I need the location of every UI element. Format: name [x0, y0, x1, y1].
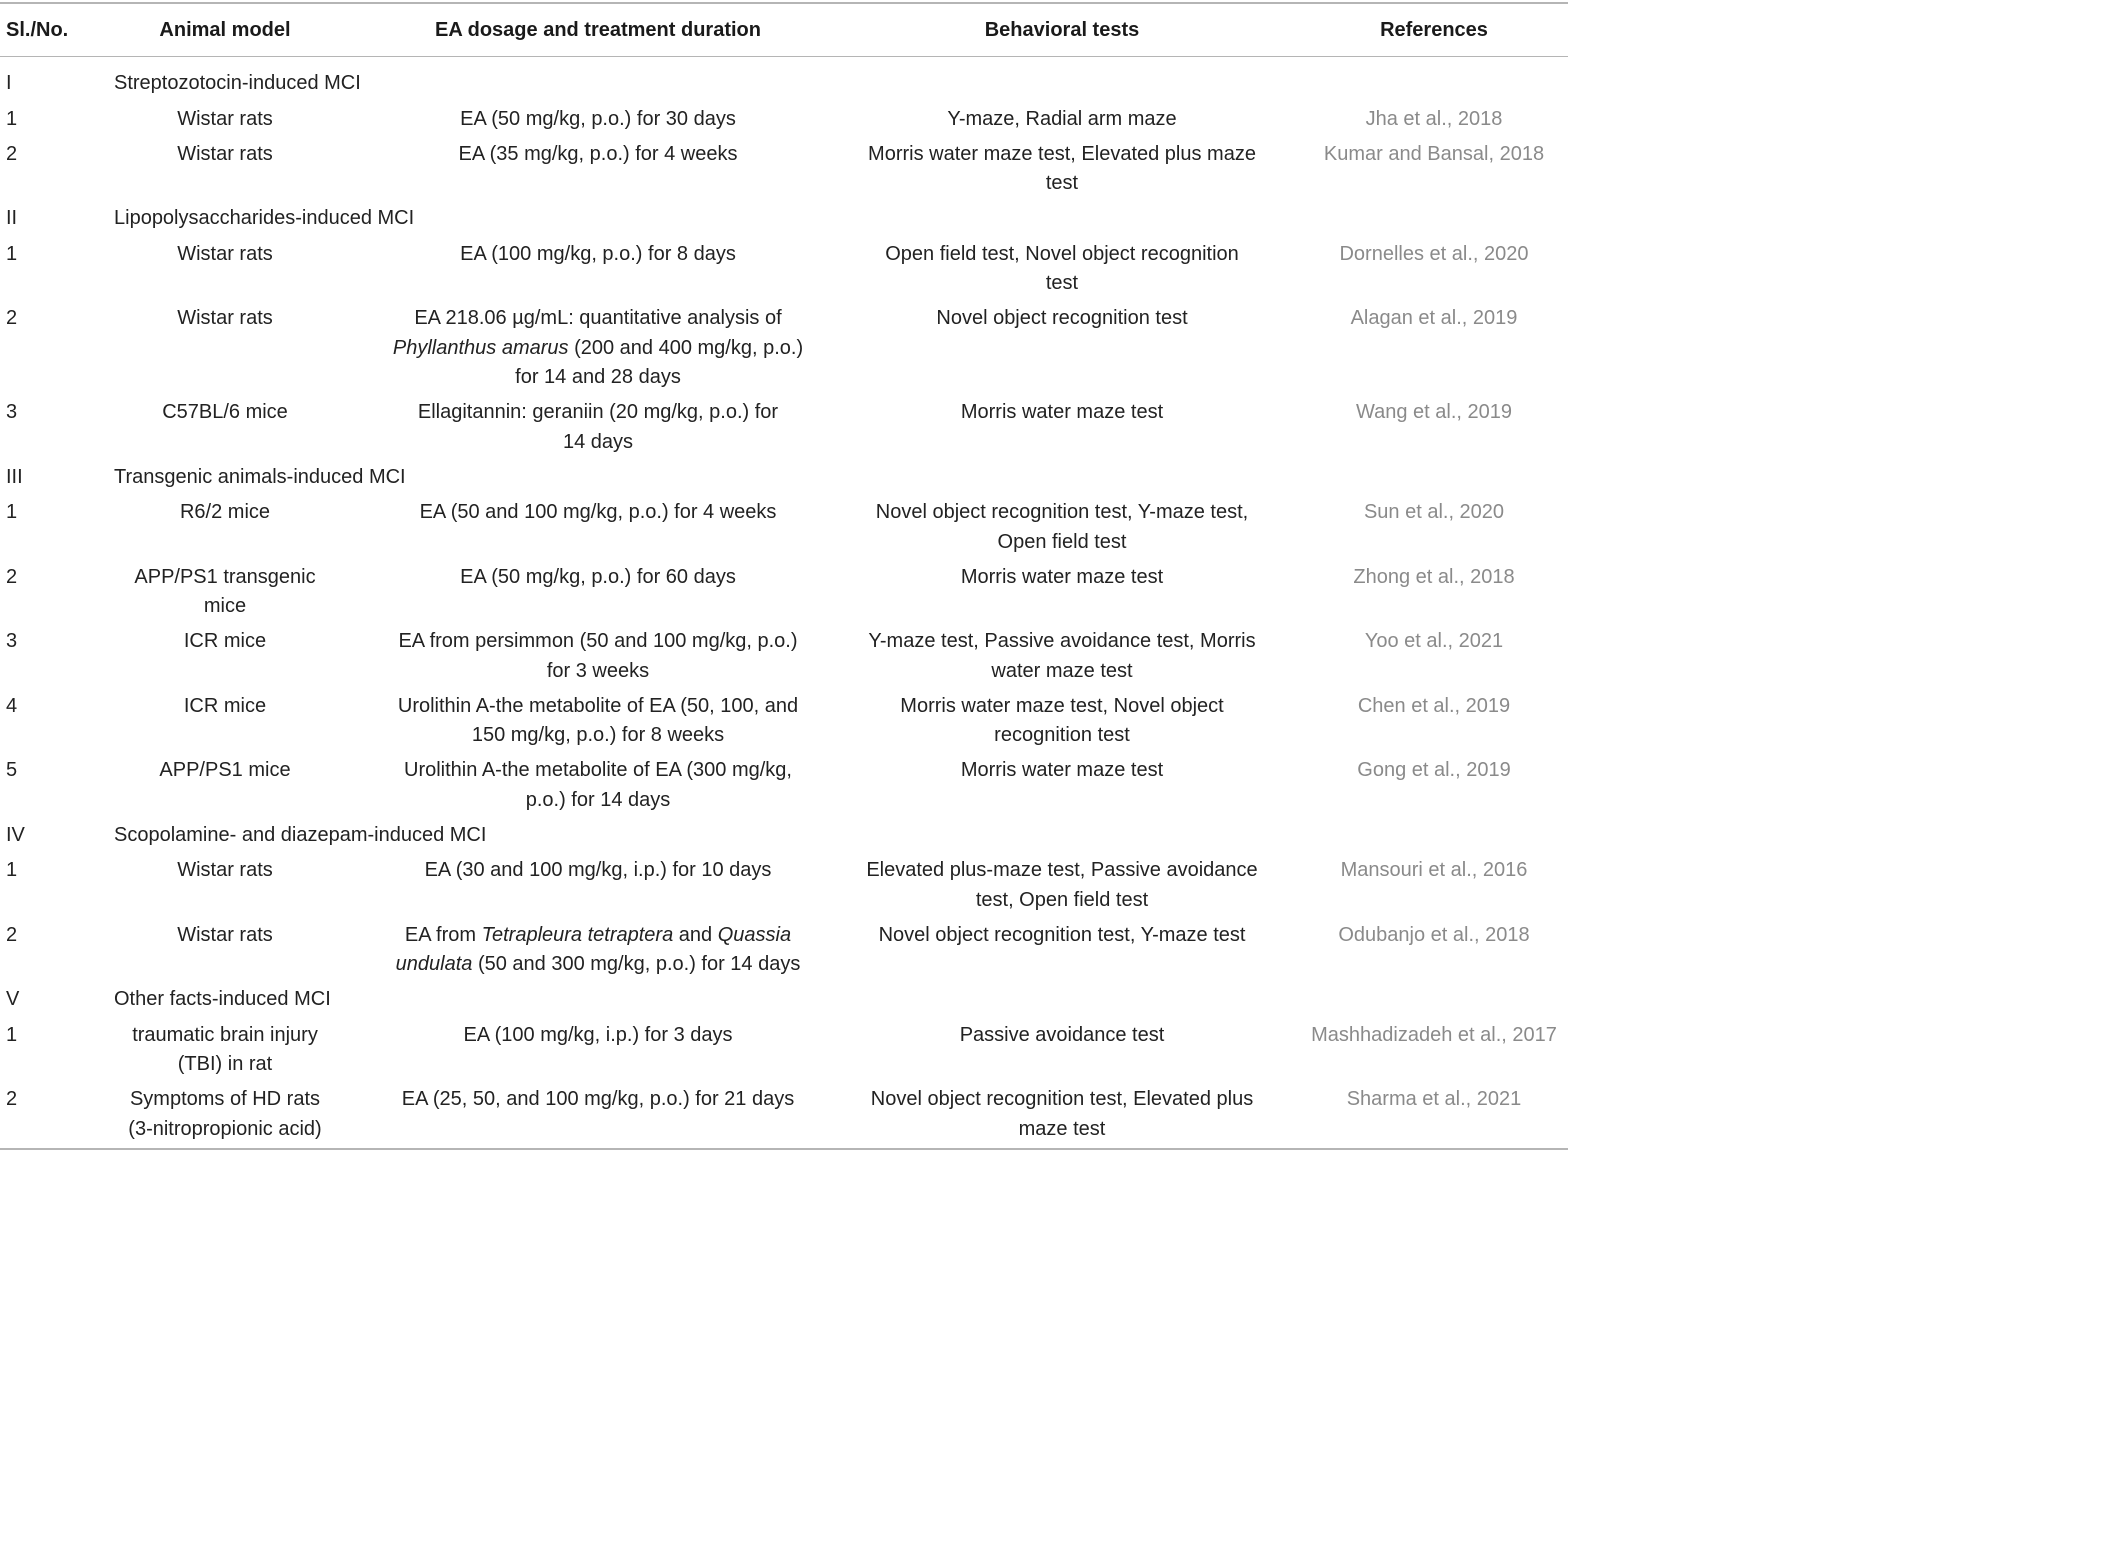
- behavioral-tests-cell-line: Novel object recognition test: [936, 307, 1188, 329]
- dosage-cell-line: EA (50 mg/kg, p.o.) for 30 days: [460, 107, 736, 130]
- header-rule: [0, 56, 1568, 57]
- animal-model-cell-line: (TBI) in rat: [177, 1053, 273, 1075]
- animal-model-cell-line: ICR mice: [183, 630, 267, 652]
- behavioral-tests-cell-line: Elevated plus-maze test, Passive avoidance: [866, 859, 1258, 881]
- group-title: Transgenic animals-induced MCI: [114, 465, 406, 488]
- group-roman: III: [6, 465, 23, 488]
- animal-model-cell-line: (3-nitropropionic acid): [128, 1117, 322, 1140]
- animal-model-cell-line: traumatic brain injury: [132, 1023, 318, 1046]
- row-number: 2: [6, 565, 18, 588]
- row-number: 2: [6, 307, 18, 329]
- row-number: 2: [6, 1088, 18, 1110]
- row-number: 5: [6, 759, 18, 781]
- dosage-cell-line: p.o.) for 14 days: [525, 788, 671, 811]
- dosage-cell-line: EA (50 and 100 mg/kg, p.o.) for 4 weeks: [419, 501, 777, 523]
- reference-link[interactable]: Sun et al., 2020: [1363, 501, 1505, 523]
- dosage-cell-line: 150 mg/kg, p.o.) for 8 weeks: [471, 724, 725, 746]
- animal-model-cell-line: Wistar rats: [177, 859, 273, 881]
- behavioral-tests-cell-line: test: [1045, 272, 1079, 294]
- animal-model-cell: [105, 627, 345, 657]
- dosage-cell-line: EA (100 mg/kg, p.o.) for 8 days: [460, 242, 736, 265]
- animal-model-cell-line: C57BL/6 mice: [162, 401, 288, 423]
- reference-link[interactable]: Chen et al., 2019: [1357, 694, 1511, 717]
- dosage-cell-line: EA from persimmon (50 and 100 mg/kg, p.o.): [398, 630, 798, 652]
- dosage-cell-line: EA (35 mg/kg, p.o.) for 4 weeks: [458, 142, 738, 165]
- dosage-cell: [368, 856, 828, 886]
- animal-model-cell-line: Wistar rats: [177, 142, 273, 165]
- dosage-cell-line: EA (30 and 100 mg/kg, i.p.) for 10 days: [424, 859, 772, 881]
- behavioral-tests-cell-line: Morris water maze test, Novel object: [900, 694, 1224, 717]
- behavioral-tests-cell: [845, 105, 1279, 135]
- animal-model-cell: [105, 240, 345, 270]
- behavioral-tests-cell: [845, 856, 1279, 915]
- behavioral-tests-cell-line: Novel object recognition test, Y-maze test,: [875, 501, 1249, 523]
- behavioral-tests-cell-line: Open field test: [997, 530, 1127, 553]
- behavioral-tests-cell: [845, 304, 1279, 334]
- dosage-cell-line: Urolithin A-the metabolite of EA (300 mg/kg,: [404, 759, 792, 781]
- dosage-cell: [368, 398, 828, 457]
- behavioral-tests-cell-line: Passive avoidance test: [959, 1023, 1165, 1046]
- dosage-cell: [368, 756, 828, 815]
- row-number: 2: [6, 923, 18, 946]
- group-roman: II: [6, 207, 18, 229]
- behavioral-tests-cell: [845, 140, 1279, 199]
- animal-model-cell-line: APP/PS1 mice: [159, 759, 291, 781]
- behavioral-tests-cell: [845, 240, 1279, 299]
- animal-model-cell-line: Symptoms of HD rats: [129, 1088, 321, 1110]
- reference-link[interactable]: Mansouri et al., 2016: [1340, 859, 1528, 881]
- behavioral-tests-cell-line: maze test: [1018, 1117, 1106, 1140]
- row-number: 1: [6, 242, 18, 265]
- animal-model-cell-line: Wistar rats: [177, 107, 273, 130]
- dosage-cell-line: for 14 and 28 days: [515, 366, 681, 388]
- reference-link[interactable]: Yoo et al., 2021: [1364, 630, 1504, 652]
- behavioral-tests-cell-line: Morris water maze test: [960, 565, 1164, 588]
- header-behavioral-tests: Behavioral tests: [984, 19, 1140, 41]
- row-number: 1: [6, 501, 18, 523]
- header-references: References: [1380, 19, 1488, 41]
- animal-model-cell-line: mice: [203, 595, 247, 617]
- animal-model-cell: [105, 498, 345, 528]
- dosage-cell: [368, 304, 828, 393]
- behavioral-tests-cell: [845, 627, 1279, 686]
- animal-model-cell: [105, 856, 345, 886]
- reference-link[interactable]: Zhong et al., 2018: [1353, 565, 1515, 588]
- animal-model-cell-line: APP/PS1 transgenic: [134, 565, 316, 588]
- behavioral-tests-cell: [845, 692, 1279, 751]
- row-number: 1: [6, 859, 18, 881]
- animal-model-cell: [105, 756, 345, 786]
- reference-link[interactable]: Mashhadizadeh et al., 2017: [1311, 1023, 1557, 1046]
- behavioral-tests-cell-line: Morris water maze test: [960, 401, 1164, 423]
- dosage-cell-line: undulata (50 and 300 mg/kg, p.o.) for 14 days: [395, 953, 801, 975]
- reference-link[interactable]: Sharma et al., 2021: [1346, 1088, 1522, 1110]
- reference-link[interactable]: Jha et al., 2018: [1365, 107, 1503, 130]
- animal-model-cell-line: Wistar rats: [177, 242, 273, 265]
- row-number: 2: [6, 142, 18, 165]
- dosage-cell-line: Urolithin A-the metabolite of EA (50, 100, and: [397, 694, 799, 717]
- dosage-cell-line: Phyllanthus amarus (200 and 400 mg/kg, p.o.): [392, 336, 804, 359]
- animal-model-cell-line: R6/2 mice: [179, 501, 271, 523]
- reference-link[interactable]: Wang et al., 2019: [1355, 401, 1513, 423]
- behavioral-tests-cell: [845, 921, 1279, 951]
- dosage-cell-line: 14 days: [562, 430, 634, 453]
- behavioral-tests-cell-line: Novel object recognition test, Y-maze test: [878, 923, 1246, 946]
- behavioral-tests-cell-line: water maze test: [991, 659, 1133, 682]
- animal-model-cell: [105, 921, 345, 951]
- animal-model-cell: [105, 140, 345, 170]
- dosage-cell-line: EA from Tetrapleura tetraptera and Quassia: [404, 923, 792, 946]
- behavioral-tests-cell: [845, 498, 1279, 557]
- row-number: 3: [6, 630, 18, 652]
- dosage-cell-line: EA (25, 50, and 100 mg/kg, p.o.) for 21 days: [401, 1088, 795, 1110]
- dosage-cell-line: Ellagitannin: geraniin (20 mg/kg, p.o.) for: [417, 401, 779, 423]
- behavioral-tests-cell: [845, 1021, 1279, 1051]
- animal-model-cell: [105, 1085, 345, 1144]
- reference-link[interactable]: Odubanjo et al., 2018: [1338, 923, 1530, 946]
- animal-model-cell: [105, 692, 345, 722]
- dosage-cell-line: for 3 weeks: [546, 659, 650, 682]
- behavioral-tests-cell-line: Morris water maze test: [960, 759, 1164, 781]
- behavioral-tests-cell-line: Y-maze, Radial arm maze: [947, 107, 1177, 130]
- dosage-cell-line: EA (100 mg/kg, i.p.) for 3 days: [463, 1023, 733, 1046]
- animal-model-cell: [105, 304, 345, 334]
- group-roman: IV: [6, 823, 25, 846]
- dosage-cell: [368, 563, 828, 593]
- animal-model-cell: [105, 105, 345, 135]
- behavioral-tests-cell-line: recognition test: [994, 724, 1130, 746]
- group-title: Streptozotocin-induced MCI: [114, 72, 361, 94]
- header-animal-model: Animal model: [159, 19, 291, 41]
- group-title: Other facts-induced MCI: [114, 988, 331, 1010]
- behavioral-tests-cell-line: Open field test, Novel object recognition: [885, 242, 1239, 265]
- row-number: 1: [6, 1023, 18, 1046]
- dosage-cell: [368, 105, 828, 135]
- group-title: Scopolamine- and diazepam-induced MCI: [114, 823, 487, 846]
- animal-model-cell: [105, 398, 345, 428]
- header-no: Sl./No.: [6, 19, 69, 41]
- group-title: Lipopolysaccharides-induced MCI: [114, 207, 415, 229]
- dosage-cell: [368, 627, 828, 686]
- behavioral-tests-cell-line: Y-maze test, Passive avoidance test, Morris: [868, 630, 1256, 652]
- behavioral-tests-cell-line: Novel object recognition test, Elevated plus: [870, 1088, 1254, 1110]
- group-roman: V: [6, 988, 20, 1010]
- dosage-cell-line: EA 218.06 µg/mL: quantitative analysis of: [414, 307, 782, 329]
- behavioral-tests-cell: [845, 1085, 1279, 1144]
- header-dosage: EA dosage and treatment duration: [435, 19, 761, 41]
- reference-link[interactable]: Gong et al., 2019: [1357, 759, 1511, 781]
- behavioral-tests-cell: [845, 563, 1279, 593]
- animal-model-cell-line: Wistar rats: [177, 307, 273, 329]
- dosage-cell-line: EA (50 mg/kg, p.o.) for 60 days: [460, 565, 736, 588]
- behavioral-tests-cell-line: Morris water maze test, Elevated plus maze: [868, 142, 1256, 165]
- dosage-cell: [368, 1085, 828, 1115]
- dosage-cell: [368, 692, 828, 751]
- reference-link[interactable]: Dornelles et al., 2020: [1339, 242, 1529, 265]
- dosage-cell: [368, 921, 828, 980]
- dosage-cell: [368, 498, 828, 528]
- animal-model-cell-line: ICR mice: [183, 694, 267, 717]
- table-top-rule: [0, 2, 1568, 4]
- table-bottom-rule: [0, 1148, 1568, 1150]
- dosage-cell: [368, 240, 828, 270]
- animal-model-cell: [105, 563, 345, 622]
- dosage-cell: [368, 140, 828, 170]
- behavioral-tests-cell: [845, 398, 1279, 428]
- group-roman: I: [6, 72, 12, 94]
- dosage-cell: [368, 1021, 828, 1051]
- row-number: 3: [6, 401, 18, 423]
- behavioral-tests-cell: [845, 756, 1279, 786]
- animal-model-cell-line: Wistar rats: [177, 923, 273, 946]
- row-number: 1: [6, 107, 18, 130]
- reference-link[interactable]: Kumar and Bansal, 2018: [1323, 142, 1545, 165]
- row-number: 4: [6, 694, 18, 717]
- behavioral-tests-cell-line: test: [1045, 172, 1079, 194]
- reference-link[interactable]: Alagan et al., 2019: [1350, 307, 1518, 329]
- behavioral-tests-cell-line: test, Open field test: [975, 888, 1149, 911]
- animal-model-cell: [105, 1021, 345, 1080]
